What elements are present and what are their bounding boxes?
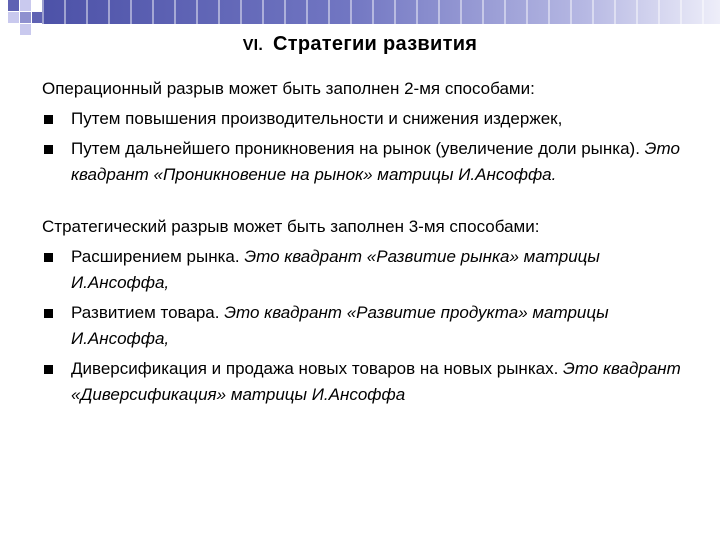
section-number: VI.: [242, 37, 264, 54]
bullet-text: Диверсификация и продажа новых товаров на новых рынках.: [71, 359, 559, 378]
bullet-text: Расширением рынка.: [71, 247, 240, 266]
bullet-text: Путем повышения производительности и снижения издержек,: [71, 109, 563, 128]
slide-title: [0, 33, 720, 56]
decor-square: [8, 12, 19, 23]
list-item: [42, 356, 692, 408]
slide-body: [42, 76, 692, 412]
square-bullet-icon: [44, 145, 53, 154]
spacer: [42, 192, 692, 214]
list-item: [42, 106, 692, 132]
square-bullet-icon: [44, 365, 53, 374]
bullet-italic-note: Это квадрант «Развитие продукта» матрицы И.Ансоффа,: [71, 303, 609, 348]
square-bullet-icon: [44, 115, 53, 124]
operational-intro: Операционный разрыв может быть заполнен 2-мя способами:: [42, 79, 535, 98]
bullet-text: Развитием товара.: [71, 303, 220, 322]
list-item: [42, 136, 692, 188]
square-bullet-icon: [44, 253, 53, 262]
title-text: Стратегии развития: [273, 33, 478, 55]
bullet-italic-note: Это квадрант «Проникновение на рынок» матрицы И.Ансоффа.: [71, 139, 680, 184]
decor-square: [8, 0, 19, 11]
list-item: [42, 244, 692, 296]
bullet-italic-note: Это квадрант «Диверсификация» матрицы И.Ансоффа: [71, 359, 681, 404]
decor-square: [20, 12, 31, 23]
bullet-text: Путем дальнейшего проникновения на рынок (увеличение доли рынка).: [71, 139, 640, 158]
header-gradient-bar: [42, 0, 720, 24]
strategic-intro: Стратегический разрыв может быть заполнен 3-мя способами:: [42, 217, 540, 236]
bullet-italic-note: Это квадрант «Развитие рынка» матрицы И.Ансоффа,: [71, 247, 600, 292]
square-bullet-icon: [44, 309, 53, 318]
decor-square: [20, 0, 31, 11]
list-item: [42, 300, 692, 352]
